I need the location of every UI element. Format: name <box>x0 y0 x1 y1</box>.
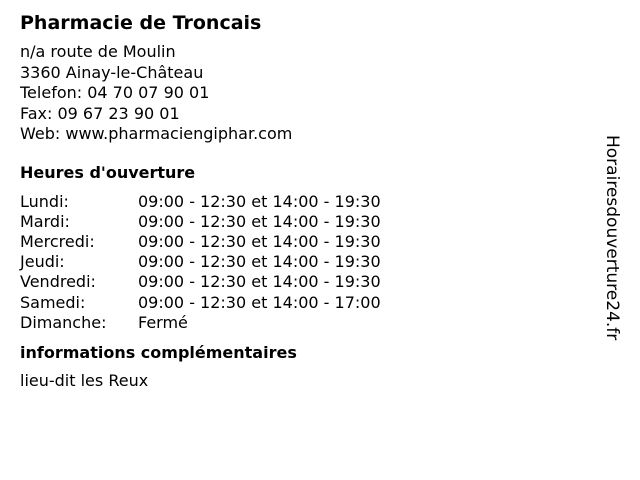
day-label: Mardi: <box>20 211 70 231</box>
day-label: Mercredi: <box>20 231 95 251</box>
hours-row-lundi <box>20 192 590 212</box>
time-range: 09:00 - 12:30 et 14:00 - 19:30 <box>138 252 381 272</box>
phone-number: Telefon: 04 70 07 90 01 <box>20 83 210 102</box>
address-city: 3360 Ainay-le-Château <box>20 62 204 82</box>
day-label: Vendredi: <box>20 272 96 292</box>
address-street: n/a route de Moulin <box>20 42 176 61</box>
time-range: Fermé <box>138 312 188 332</box>
day-label: Dimanche: <box>20 312 107 332</box>
time-range: 09:00 - 12:30 et 14:00 - 19:30 <box>138 231 381 251</box>
hours-row-dimanche <box>20 313 590 333</box>
day-label: Lundi: <box>20 191 69 211</box>
time-range: 09:00 - 12:30 et 14:00 - 19:30 <box>138 272 381 292</box>
website: Web: www.pharmaciengiphar.com <box>20 124 293 143</box>
pharmacy-card <box>20 10 590 391</box>
hours-row-mardi <box>20 212 590 232</box>
address-block <box>20 42 590 145</box>
hours-row-samedi <box>20 293 590 313</box>
pharmacy-name: Pharmacie de Troncais <box>20 12 262 34</box>
time-range: 09:00 - 12:30 et 14:00 - 17:00 <box>138 292 381 312</box>
site-watermark: Horairesdouverture24.fr <box>602 135 622 341</box>
time-range: 09:00 - 12:30 et 14:00 - 19:30 <box>138 211 381 231</box>
extra-info-text: lieu-dit les Reux <box>20 370 149 390</box>
hours-row-vendredi <box>20 272 590 292</box>
time-range: 09:00 - 12:30 et 14:00 - 19:30 <box>138 191 381 211</box>
day-label: Jeudi: <box>20 252 65 272</box>
hours-table <box>20 192 590 333</box>
hours-heading: Heures d'ouverture <box>20 162 196 182</box>
extra-info-heading: informations complémentaires <box>20 342 297 362</box>
day-label: Samedi: <box>20 292 86 312</box>
hours-row-mercredi <box>20 232 590 252</box>
hours-row-jeudi <box>20 252 590 272</box>
fax-number: Fax: 09 67 23 90 01 <box>20 103 180 123</box>
